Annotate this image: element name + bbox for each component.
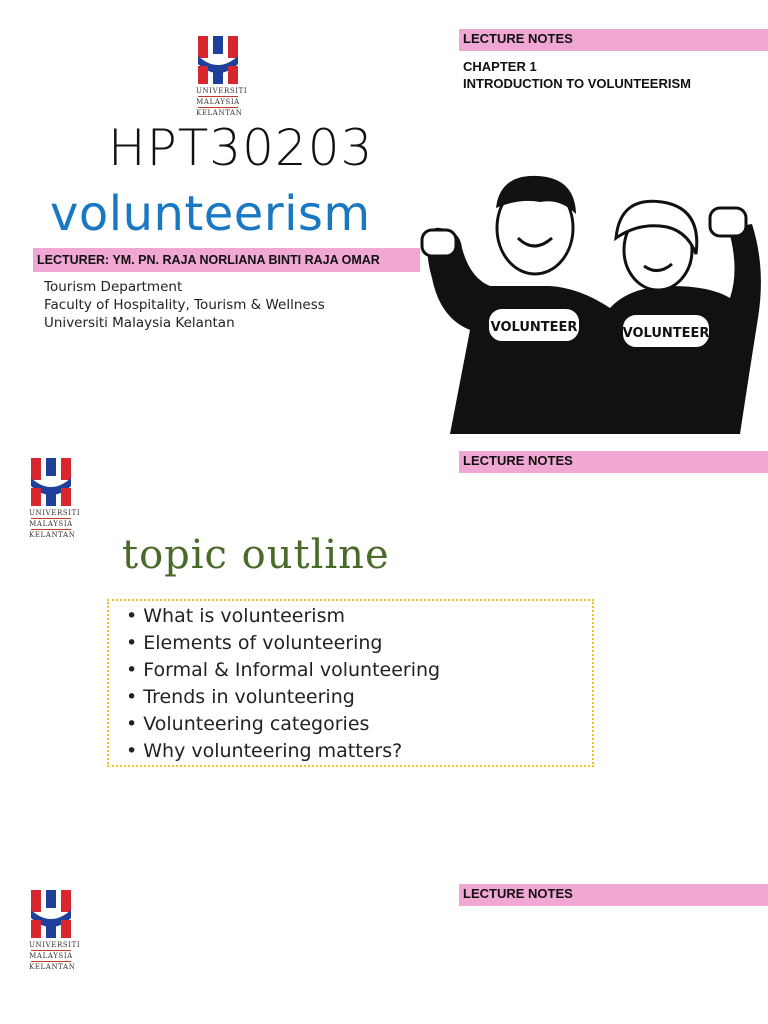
lecture-notes-header: LECTURE NOTES: [459, 29, 768, 51]
outline-title: topic outline: [122, 532, 390, 578]
left-fist: [422, 230, 456, 256]
topic-item: • Elements of volunteering: [126, 630, 592, 657]
right-shirt-text: VOLUNTEER: [622, 326, 710, 341]
course-code: HPT30203: [108, 119, 374, 177]
lecturer-bar: LECTURER: YM. PN. RAJA NORLIANA BINTI RAJA OMAR: [33, 248, 420, 272]
slide-topic-outline: [0, 434, 768, 864]
slide-three: [0, 864, 768, 1024]
lecture-notes-header: LECTURE NOTES: [459, 451, 768, 473]
topic-item: • Why volunteering matters?: [126, 738, 592, 765]
faculty-line: Faculty of Hospitality, Tourism & Wellness: [44, 297, 325, 313]
logo-wordmark: [29, 940, 81, 972]
umk-logo-mark: [196, 34, 240, 86]
department-line: Tourism Department: [44, 279, 183, 295]
volunteers-illustration: [410, 168, 768, 434]
university-line: Universiti Malaysia Kelantan: [44, 315, 235, 331]
chapter-heading: [463, 58, 691, 92]
logo-line-2: MALAYSIA: [196, 98, 240, 106]
chapter-title: INTRODUCTION TO VOLUNTEERISM: [463, 76, 691, 91]
logo-line-3: KELANTAN: [29, 963, 76, 971]
logo-line-3: KELANTAN: [196, 109, 243, 117]
topic-item: • What is volunteerism: [126, 603, 592, 630]
chapter-number: CHAPTER 1: [463, 59, 537, 74]
logo-wordmark: [29, 508, 81, 540]
logo-line-2: MALAYSIA: [29, 952, 73, 960]
umk-logo-mark: [29, 888, 73, 940]
logo-wordmark: [196, 86, 248, 118]
department-info: [44, 278, 325, 332]
lecture-notes-header: LECTURE NOTES: [459, 884, 768, 906]
course-title: volunteerism: [50, 186, 371, 242]
topic-item: • Formal & Informal volunteering: [126, 657, 592, 684]
slide-title: [0, 0, 768, 434]
topic-list-box: [107, 599, 594, 767]
logo-line-2: MALAYSIA: [29, 520, 73, 528]
logo-line-1: UNIVERSITI: [196, 87, 248, 95]
topic-item: • Volunteering categories: [126, 711, 592, 738]
umk-logo: [29, 456, 81, 540]
right-fist: [710, 208, 746, 236]
logo-line-1: UNIVERSITI: [29, 941, 81, 949]
umk-logo-mark: [29, 456, 73, 508]
logo-line-3: KELANTAN: [29, 531, 76, 539]
umk-logo: [196, 34, 248, 118]
logo-line-1: UNIVERSITI: [29, 509, 81, 517]
umk-logo: [29, 888, 81, 972]
topic-list: [126, 603, 592, 765]
topic-item: • Trends in volunteering: [126, 684, 592, 711]
left-shirt-text: VOLUNTEER: [490, 320, 578, 335]
